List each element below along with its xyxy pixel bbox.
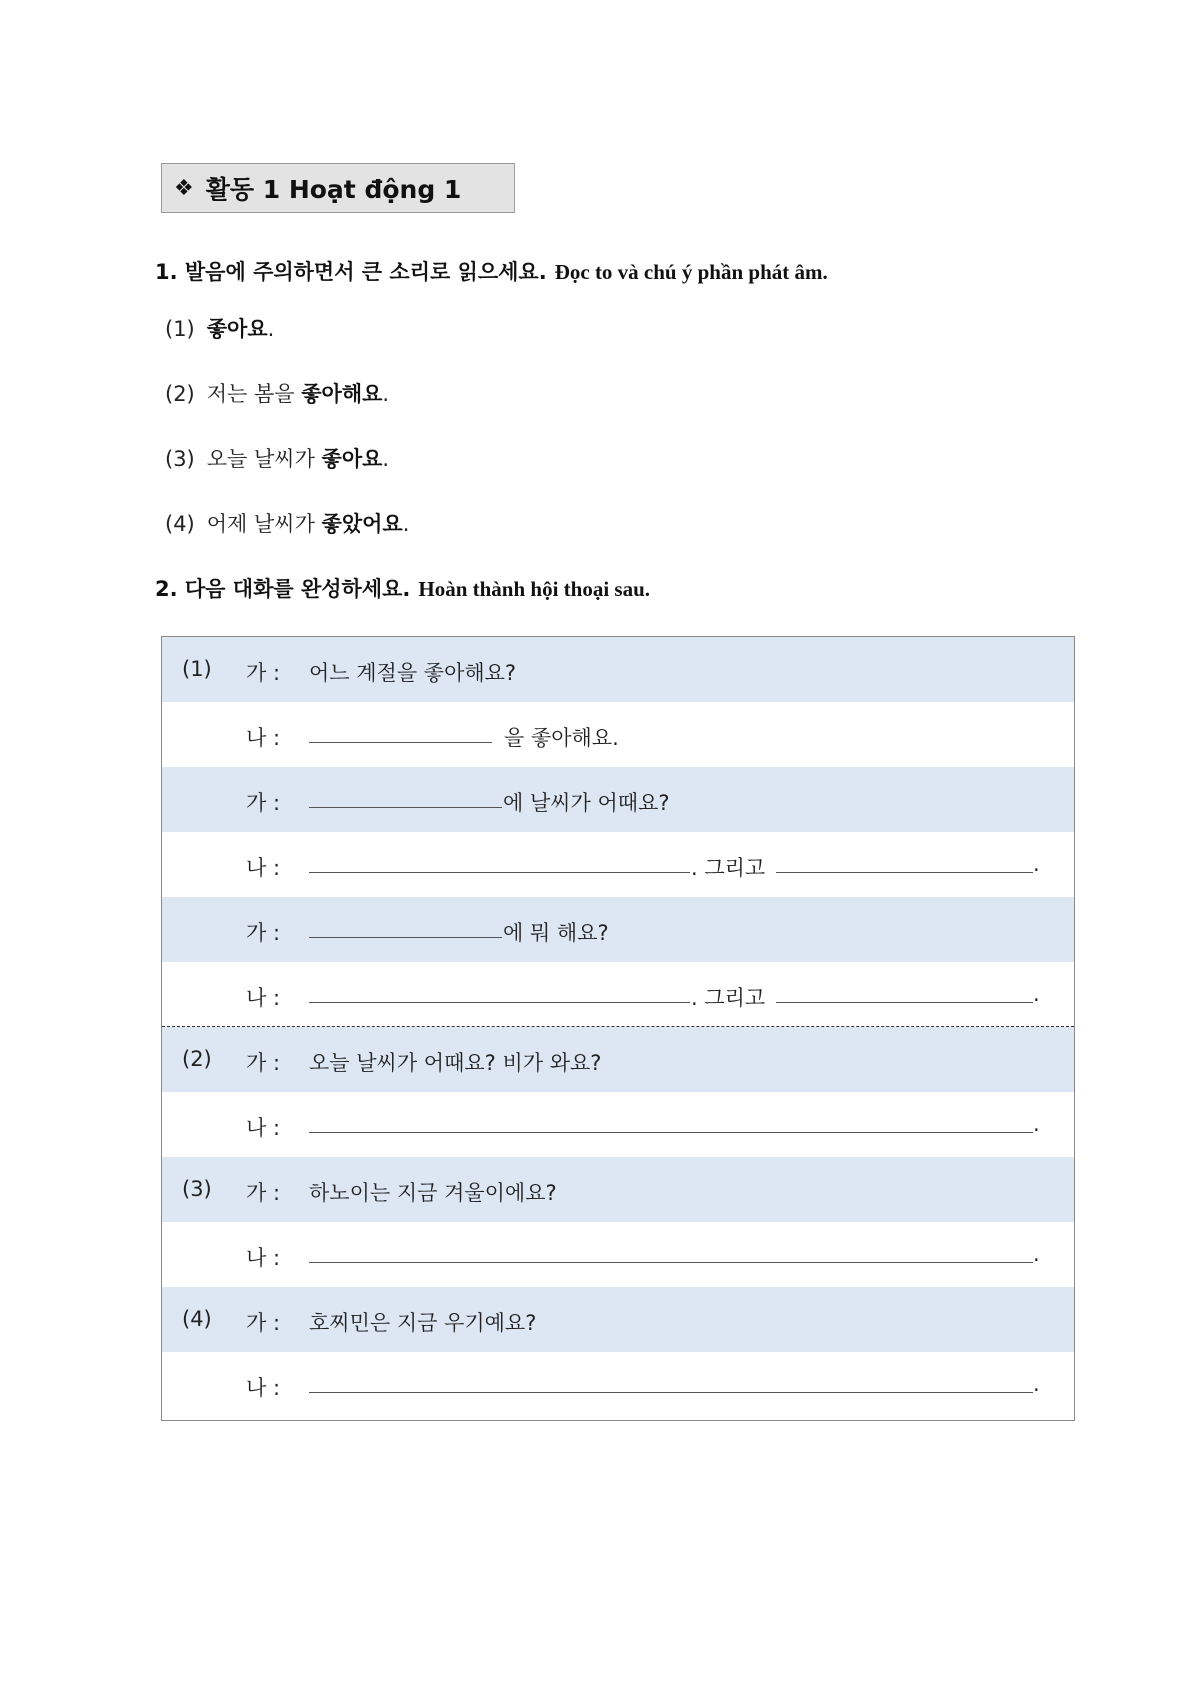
question-2-title-ko: 2. 다음 대화를 완성하세요. [155,577,411,601]
dialogue-text: . 그리고 [691,856,766,880]
item-pre: 저는 봄을 [206,382,302,406]
dialogue-text: 어느 계절을 좋아해요? [309,661,517,685]
answer-blank[interactable] [776,982,1033,1008]
speaker-label: 나 : [246,856,281,880]
dialogue-number: (3) [182,1177,212,1201]
dialogue-text: . [1033,982,1040,1006]
answer-blank[interactable] [309,917,502,943]
answer-blank[interactable] [309,852,690,878]
dialogue-row [162,962,1074,1027]
speaker-label: 가 : [246,1311,281,1335]
speaker-label: 가 : [246,791,281,815]
question-1-title-ko: 1. 발음에 주의하면서 큰 소리로 읽으세요. [155,260,547,284]
dialogue-text: 에 날씨가 어때요? [503,791,670,815]
dialogue-row [162,1352,1074,1417]
speaker-label: 나 : [246,1376,281,1400]
item-number: (3) [165,447,195,471]
item-bold: 좋아요 [206,317,268,341]
pronunciation-item-2 [165,378,389,408]
answer-blank[interactable] [309,1242,1033,1268]
dialogue-text: 을 좋아해요. [504,726,619,750]
item-bold: 좋아해요 [301,382,383,406]
activity-header [161,163,515,213]
dialogue-row [162,1222,1074,1287]
item-bold: 좋아요 [321,447,383,471]
speaker-label: 가 : [246,1051,281,1075]
dialogue-row [162,1027,1074,1092]
speaker-label: 나 : [246,726,281,750]
dialogue-text: . [1033,1372,1040,1396]
item-post: . [382,447,390,471]
dialogue-text: 호찌민은 지금 우기예요? [309,1311,537,1335]
item-number: (1) [165,317,195,341]
dialogue-row [162,702,1074,767]
pronunciation-item-1 [165,313,274,343]
diamond-bullet-icon: ❖ [174,175,194,201]
speaker-label: 가 : [246,661,281,685]
answer-blank[interactable] [309,722,492,748]
answer-blank[interactable] [309,1112,1033,1138]
dialogue-table [161,636,1075,1421]
pronunciation-item-3 [165,443,389,473]
question-2-title [155,573,650,603]
item-number: (4) [165,512,195,536]
item-pre: 오늘 날씨가 [206,447,322,471]
dialogue-text: . [1033,1112,1040,1136]
answer-blank[interactable] [309,982,690,1008]
dialogue-row [162,1287,1074,1352]
dialogue-text: . [1033,852,1040,876]
question-2-title-vi: Hoàn thành hội thoại sau. [418,577,651,601]
answer-blank[interactable] [309,1372,1033,1398]
dialogue-number: (1) [182,657,212,681]
dialogue-row [162,637,1074,702]
item-post: . [402,512,410,536]
pronunciation-item-4 [165,508,409,538]
speaker-label: 나 : [246,1116,281,1140]
dialogue-text: 에 뭐 해요? [503,921,609,945]
item-number: (2) [165,382,195,406]
answer-blank[interactable] [309,787,502,813]
dialogue-row [162,767,1074,832]
dialogue-text: . 그리고 [691,986,766,1010]
activity-label: 활동 1 Hoạt động 1 [205,175,462,204]
speaker-label: 나 : [246,986,281,1010]
item-bold: 좋았어요 [321,512,403,536]
dialogue-row [162,832,1074,897]
item-post: . [267,317,275,341]
item-pre: 어제 날씨가 [206,512,322,536]
dialogue-number: (2) [182,1047,212,1071]
question-1-title [155,256,828,286]
item-post: . [382,382,390,406]
answer-blank[interactable] [776,852,1033,878]
dialogue-row [162,1157,1074,1222]
dialogue-text: 오늘 날씨가 어때요? 비가 와요? [309,1051,602,1075]
dialogue-text: . [1033,1242,1040,1266]
dialogue-row [162,1092,1074,1157]
question-1-title-vi: Đọc to và chú ý phần phát âm. [554,260,828,284]
speaker-label: 가 : [246,1181,281,1205]
dialogue-row [162,897,1074,962]
speaker-label: 나 : [246,1246,281,1270]
speaker-label: 가 : [246,921,281,945]
dialogue-number: (4) [182,1307,212,1331]
dialogue-text: 하노이는 지금 겨울이에요? [309,1181,557,1205]
